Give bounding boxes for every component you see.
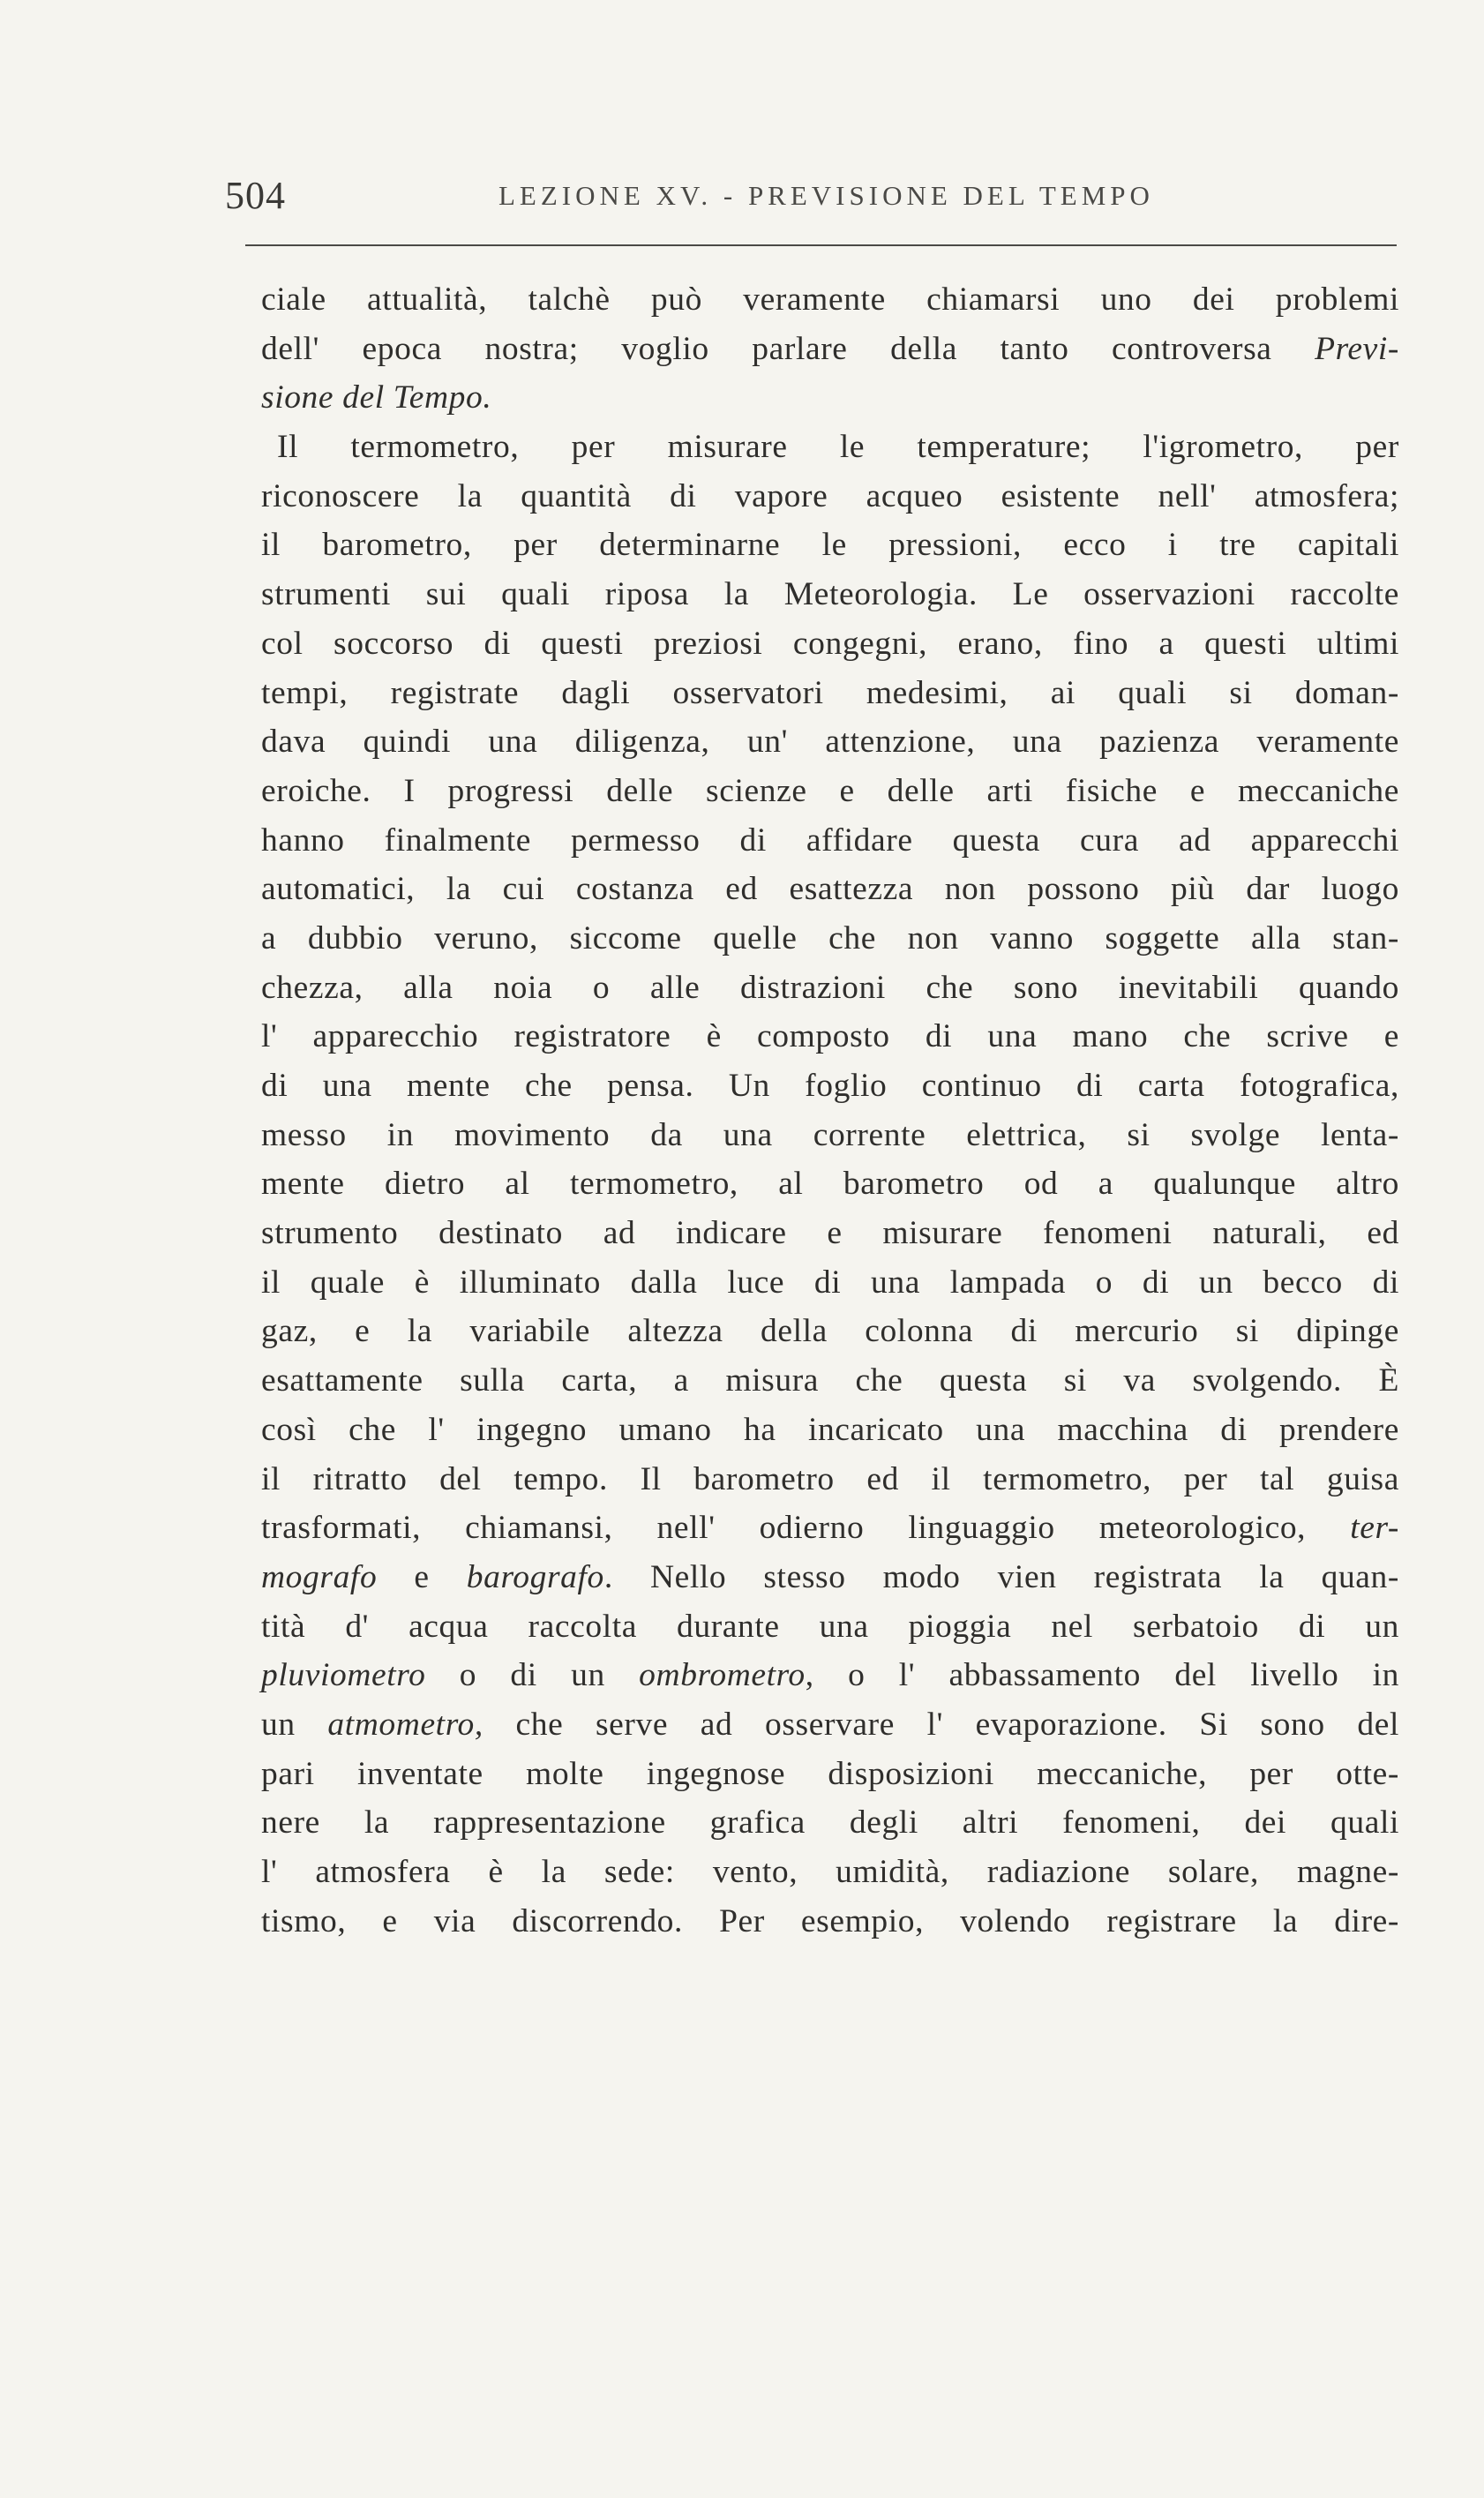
header-rule [245,244,1397,246]
text-run: e [377,1558,467,1595]
body-text [261,275,1399,1946]
text-line [261,521,1399,570]
text-run: eroiche. I progressi delle scienze e delle arti fisiche e meccaniche [261,772,1399,809]
text-line [261,1111,1399,1160]
italic-term: barografo [466,1558,604,1595]
text-line [261,1602,1399,1652]
text-run: che serve ad osservare l' evaporazione. Si sono del [483,1706,1399,1743]
text-line [261,1700,1399,1750]
italic-term: pluviometro [261,1657,426,1694]
text-line [261,914,1399,964]
text-line [261,1455,1399,1504]
text-run: mente dietro al termometro, al barometro od a qualunque altro [261,1166,1399,1203]
italic-term: ter- [1350,1510,1399,1547]
text-run: a dubbio veruno, siccome quelle che non vanno soggette alla stan- [261,919,1399,956]
text-line [261,816,1399,866]
text-run: dava quindi una diligenza, un' attenzione, una pazienza veramente [261,724,1399,761]
running-head: LEZIONE XV. - PREVISIONE DEL TEMPO [498,180,1154,211]
text-line [261,767,1399,816]
text-line [261,1848,1399,1897]
text-run: l' apparecchio registratore è composto di una mano che scrive e [261,1018,1399,1055]
text-line [261,1209,1399,1258]
text-line [261,717,1399,767]
text-line [261,1159,1399,1209]
text-line [261,423,1399,472]
italic-term: sione del Tempo. [261,379,492,416]
text-run: hanno finalmente permesso di affidare questa cura ad apparecchi [261,821,1399,859]
text-line [261,1750,1399,1799]
text-line [261,1651,1399,1700]
text-run: chezza, alla noia o alle distrazioni che sono inevitabili quando [261,969,1399,1006]
text-run: col soccorso di questi preziosi congegni, erano, fino a questi ultimi [261,625,1399,662]
text-line [261,1504,1399,1553]
text-line [261,1258,1399,1308]
text-run: un [261,1706,328,1743]
text-run: automatici, la cui costanza ed esattezza non possono più dar luogo [261,871,1399,908]
text-line [261,1406,1399,1455]
text-line [261,669,1399,718]
text-run: Il termometro, per misurare le temperature; l'igrometro, per [277,429,1399,466]
italic-term: Previ- [1315,330,1399,367]
text-run: strumenti sui quali riposa la Meteorologia. Le osservazioni raccolte [261,576,1399,613]
page-header [225,173,1398,226]
text-run: pari inventate molte ingegnose disposizioni meccaniche, per otte- [261,1755,1399,1792]
text-run: , o l' abbassamento del livello in [805,1657,1399,1694]
text-run: ciale attualità, talchè può veramente chiamarsi uno dei problemi [261,281,1399,318]
text-run: trasformati, chiamansi, nell' odierno linguaggio meteorologico, [261,1510,1351,1547]
text-line [261,1553,1399,1602]
text-run: esattamente sulla carta, a misura che questa si va svolgendo. È [261,1362,1399,1399]
text-run: il quale è illuminato dalla luce di una lampada o di un becco di [261,1264,1399,1301]
italic-term: mografo [261,1558,378,1595]
text-run: gaz, e la variabile altezza della colonna di mercurio si dipinge [261,1313,1399,1350]
text-line [261,325,1399,374]
text-run: l' atmosfera è la sede: vento, umidità, radiazione solare, magne- [261,1854,1399,1890]
text-line [261,472,1399,521]
text-run: nere la rappresentazione grafica degli altri fenomeni, dei quali [261,1804,1399,1842]
text-line [261,964,1399,1013]
text-line [261,373,1399,423]
text-run: messo in movimento da una corrente elettrica, si svolge lenta- [261,1116,1399,1153]
text-run: tismo, e via discorrendo. Per esempio, volendo registrare la dire- [261,1902,1399,1939]
text-run: . Nello stesso modo vien registrata la quan- [603,1558,1399,1595]
text-run: tempi, registrate dagli osservatori medesimi, ai quali si doman- [261,674,1399,711]
text-line [261,1798,1399,1848]
text-run: strumento destinato ad indicare e misurare fenomeni naturali, ed [261,1215,1399,1252]
text-run: o di un [425,1657,640,1694]
text-line [261,275,1399,325]
text-line [261,1061,1399,1111]
text-run: riconoscere la quantità di vapore acqueo esistente nell' atmosfera; [261,477,1399,514]
text-line [261,1012,1399,1061]
text-run: di una mente che pensa. Un foglio continuo di carta fotografica, [261,1068,1399,1104]
text-line [261,1897,1399,1947]
italic-term: atmometro, [327,1706,483,1743]
text-run: così che l' ingegno umano ha incaricato una macchina di prendere [261,1411,1399,1448]
page-number: 504 [225,174,286,217]
text-run: dell' epoca nostra; voglio parlare della tanto controversa [261,330,1315,367]
text-line [261,1307,1399,1356]
text-run: il barometro, per determinarne le pressioni, ecco i tre capitali [261,527,1399,564]
text-line [261,570,1399,619]
text-line [261,1356,1399,1406]
text-run: tità d' acqua raccolta durante una pioggia nel serbatoio di un [261,1608,1399,1645]
text-run: il ritratto del tempo. Il barometro ed il termometro, per tal guisa [261,1460,1399,1497]
text-line [261,619,1399,669]
text-line [261,865,1399,914]
italic-term: ombrometro [639,1657,806,1694]
